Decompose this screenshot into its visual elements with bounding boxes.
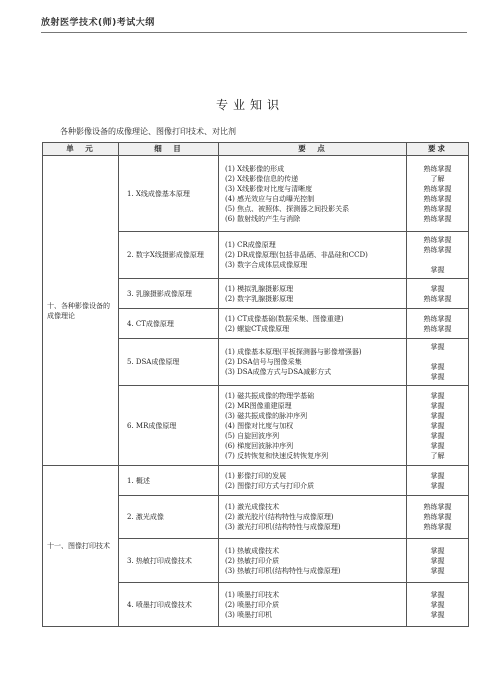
requirement-level: 掌握: [430, 411, 445, 420]
points-cell: [219, 496, 407, 539]
key-point: (3) 磁共振成像的脉冲序列: [225, 411, 308, 420]
requirement-level: 掌握: [430, 481, 445, 490]
points-cell: [219, 279, 407, 309]
requirement-cell: [407, 539, 469, 583]
key-point: (2) 图像打印方式与打印介质: [225, 481, 315, 490]
syllabus-table: [42, 142, 469, 627]
requirement-level: 掌握: [430, 363, 445, 371]
points-cell: [219, 339, 407, 386]
requirement-cell: [407, 232, 469, 279]
requirement-spacer: [407, 352, 468, 362]
key-point: (5) 焦点、被照体、探测器之间投影关系: [225, 204, 350, 213]
requirement-level: 熟练掌握: [423, 503, 452, 511]
requirement-level: 熟练掌握: [423, 236, 452, 244]
unit-name: 十、各种影像设备的成像理论: [43, 156, 119, 466]
key-point: (3) 数字合成体层成像原理: [225, 261, 308, 269]
requirement-cell: [407, 156, 469, 232]
item-name: 3. 乳腺摄影成像原理: [119, 279, 219, 309]
requirement-level: 了解: [430, 451, 445, 460]
requirement-cell: [407, 386, 469, 466]
header-points: 要 点: [219, 143, 407, 156]
key-point: (1) 热敏成像技术: [225, 546, 280, 555]
key-point: (1) CR成像原理: [225, 241, 276, 249]
requirement-level: 熟练掌握: [423, 204, 452, 213]
requirement-cell: [407, 309, 469, 339]
points-cell: [219, 156, 407, 232]
requirement-level: 掌握: [430, 610, 445, 619]
intro-text: 各种影像设备的成像理论、图像打印技术、对比剂: [60, 127, 236, 136]
requirement-cell: [407, 466, 469, 496]
requirement-cell: [407, 496, 469, 539]
header-item: 细 目: [119, 143, 219, 156]
item-name: 5. DSA成像原理: [119, 339, 219, 386]
requirement-level: 掌握: [430, 421, 445, 430]
key-point: (1) 成像基本原理(平板探测器与影像增强器): [225, 348, 362, 356]
requirement-level: 掌握: [430, 441, 445, 450]
points-cell: [219, 309, 407, 339]
key-point: (2) 数字乳腺摄影原理: [225, 294, 294, 303]
key-point: (6) 梯度回波脉冲序列: [225, 441, 294, 450]
points-cell: [219, 386, 407, 466]
requirement-level: 掌握: [430, 266, 445, 274]
requirement-level: 熟练掌握: [423, 513, 452, 521]
key-point: (3) 热敏打印机(结构特性与成像原理): [225, 566, 341, 575]
requirement-level: 掌握: [430, 343, 445, 351]
item-name: 2. 激光成像: [119, 496, 219, 539]
requirement-level: 熟练掌握: [423, 246, 452, 254]
key-point: (1) CT成像基础(数据采集、图像重建): [225, 314, 344, 323]
item-name: 4. CT成像原理: [119, 309, 219, 339]
key-point: (2) 喷墨打印介质: [225, 600, 280, 609]
key-point: (2) DSA信号与图像采集: [225, 358, 302, 366]
table-row: [43, 466, 469, 496]
key-point: (3) DSA成像方式与DSA减影方式: [225, 368, 332, 376]
key-point: (1) 磁共振成像的物理学基础: [225, 391, 315, 400]
table-row: [43, 156, 469, 232]
requirement-level: 熟练掌握: [423, 214, 452, 223]
key-point: (3) 喷墨打印机: [225, 610, 273, 619]
requirement-level: 掌握: [430, 546, 445, 555]
item-name: 1. 概述: [119, 466, 219, 496]
key-point: (1) 激光成像技术: [225, 503, 280, 511]
item-name: 1. X线成像基本原理: [119, 156, 219, 232]
requirement-level: 掌握: [430, 566, 445, 575]
key-point: (2) DR成像原理(包括非晶硒、非晶硅和CCD): [225, 251, 368, 259]
key-point: (3) X线影像对比度与清晰度: [225, 184, 313, 193]
key-point: (4) 图像对比度与加权: [225, 421, 294, 430]
key-point: (3) 激光打印机(结构特性与成像原理): [225, 523, 341, 531]
requirement-level: 掌握: [430, 284, 445, 293]
requirement-level: 熟练掌握: [423, 324, 452, 333]
requirement-level: 了解: [430, 174, 445, 183]
unit-name: 十一、图像打印技术: [43, 466, 119, 627]
item-name: 2. 数字X线摄影成像原理: [119, 232, 219, 279]
item-name: 3. 热敏打印成像技术: [119, 539, 219, 583]
key-point: (7) 反转恢复和快速反转恢复序列: [225, 451, 329, 460]
points-cell: [219, 466, 407, 496]
key-point: (2) 激光胶片(结构特性与成像原理): [225, 513, 334, 521]
requirement-level: 熟练掌握: [423, 294, 452, 303]
points-cell: [219, 583, 407, 627]
requirement-spacer: [407, 255, 468, 265]
requirement-level: 掌握: [430, 600, 445, 609]
table-body: [43, 156, 469, 627]
key-point: (5) 自旋回波序列: [225, 431, 280, 440]
requirement-cell: [407, 339, 469, 386]
section-title: 专业知识: [215, 98, 284, 112]
running-header: 放射医学技术(师)考试大纲: [41, 15, 467, 33]
requirement-level: 掌握: [430, 391, 445, 400]
requirement-level: 掌握: [430, 431, 445, 440]
requirement-cell: [407, 583, 469, 627]
key-point: (1) 影像打印的发展: [225, 471, 287, 480]
requirement-level: 熟练掌握: [423, 314, 452, 323]
table-header-row: [43, 143, 469, 156]
item-name: 4. 喷墨打印成像技术: [119, 583, 219, 627]
key-point: (2) X线影像信息的传递: [225, 174, 299, 183]
requirement-cell: [407, 279, 469, 309]
key-point: (2) MR图像重建原理: [225, 401, 292, 410]
requirement-level: 熟练掌握: [423, 164, 452, 173]
key-point: (1) 模拟乳腺摄影原理: [225, 284, 294, 293]
requirement-level: 熟练掌握: [423, 194, 452, 203]
key-point: (2) 热敏打印介质: [225, 556, 280, 565]
points-cell: [219, 539, 407, 583]
key-point: (6) 散射线的产生与消除: [225, 214, 301, 223]
item-name: 6. MR成像原理: [119, 386, 219, 466]
requirement-level: 掌握: [430, 373, 445, 381]
key-point: (2) 螺旋CT成像原理: [225, 324, 290, 333]
requirement-level: 掌握: [430, 556, 445, 565]
header-unit: 单 元: [43, 143, 119, 156]
requirement-level: 掌握: [430, 590, 445, 599]
key-point: (1) 喷墨打印技术: [225, 590, 280, 599]
requirement-level: 掌握: [430, 401, 445, 410]
requirement-level: 熟练掌握: [423, 184, 452, 193]
requirement-level: 熟练掌握: [423, 523, 452, 531]
points-cell: [219, 232, 407, 279]
requirement-level: 掌握: [430, 471, 445, 480]
key-point: (1) X线影像的形成: [225, 164, 285, 173]
header-requirement: 要求: [407, 143, 469, 156]
key-point: (4) 感光效应与自动曝光控制: [225, 194, 315, 203]
